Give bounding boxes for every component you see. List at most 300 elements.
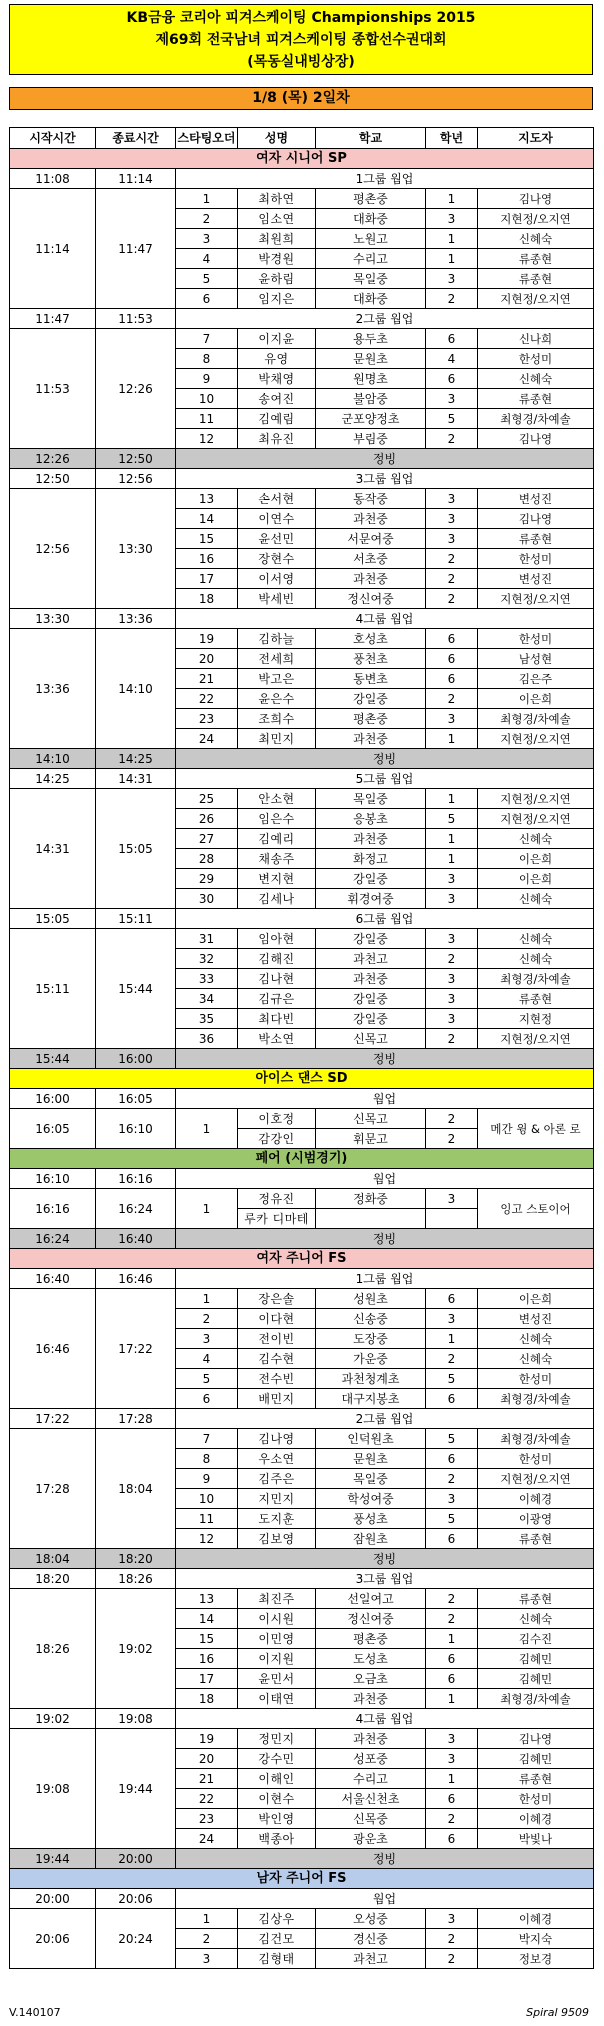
skater-name: 최유진 — [238, 429, 316, 449]
coach: 정보경 — [478, 1949, 594, 1969]
warmup-row — [10, 609, 594, 629]
col-name: 성명 — [238, 128, 316, 149]
skater-name: 지민지 — [238, 1489, 316, 1509]
starting-order: 27 — [176, 829, 238, 849]
coach: 한성미 — [478, 1789, 594, 1809]
coach: 신혜숙 — [478, 949, 594, 969]
school: 풍천초 — [316, 649, 426, 669]
school — [316, 1209, 426, 1229]
grade: 2 — [426, 1809, 478, 1829]
start-time: 11:47 — [10, 309, 96, 329]
start-time: 13:36 — [10, 629, 96, 749]
school: 성원초 — [316, 1289, 426, 1309]
warmup-label: 4그룹 웜업 — [176, 1709, 594, 1729]
skater-name: 박고은 — [238, 669, 316, 689]
skater-name: 이태연 — [238, 1689, 316, 1709]
starting-order: 7 — [176, 329, 238, 349]
starting-order: 17 — [176, 1669, 238, 1689]
end-time: 11:53 — [96, 309, 176, 329]
grade: 6 — [426, 1669, 478, 1689]
school: 목일중 — [316, 269, 426, 289]
school: 오금초 — [316, 1669, 426, 1689]
starting-order: 15 — [176, 1629, 238, 1649]
grade: 1 — [426, 1329, 478, 1349]
starting-order: 30 — [176, 889, 238, 909]
grade: 6 — [426, 669, 478, 689]
starting-order: 2 — [176, 209, 238, 229]
skater-name: 박세빈 — [238, 589, 316, 609]
coach: 김나영 — [478, 1729, 594, 1749]
skater-name: 박인영 — [238, 1809, 316, 1829]
starting-order: 25 — [176, 789, 238, 809]
coach: 최형경/차예솔 — [478, 1689, 594, 1709]
school: 목일중 — [316, 1469, 426, 1489]
grade: 6 — [426, 649, 478, 669]
coach: 메간 윙 & 아론 로 — [478, 1109, 594, 1149]
starting-order: 1 — [176, 1109, 238, 1149]
grade: 2 — [426, 549, 478, 569]
starting-order: 23 — [176, 1809, 238, 1829]
resurfacing-label: 정빙 — [176, 1229, 594, 1249]
skater-name: 윤민서 — [238, 1669, 316, 1689]
starting-order: 26 — [176, 809, 238, 829]
col-end-time: 종료시간 — [96, 128, 176, 149]
coach: 박빛나 — [478, 1829, 594, 1849]
school: 강일중 — [316, 1009, 426, 1029]
coach: 이은희 — [478, 869, 594, 889]
category-label: 여자 주니어 FS — [10, 1249, 594, 1269]
end-time: 13:30 — [96, 489, 176, 609]
coach: 신혜숙 — [478, 229, 594, 249]
school: 평촌중 — [316, 1629, 426, 1649]
skater-row — [10, 629, 594, 649]
starting-order: 34 — [176, 989, 238, 1009]
skater-name: 최민지 — [238, 729, 316, 749]
skater-name: 김하늘 — [238, 629, 316, 649]
warmup-label: 5그룹 웜업 — [176, 769, 594, 789]
grade: 5 — [426, 409, 478, 429]
skater-name: 이지원 — [238, 1649, 316, 1669]
skater-name: 김상우 — [238, 1909, 316, 1929]
end-time: 20:00 — [96, 1849, 176, 1869]
end-time: 16:16 — [96, 1169, 176, 1189]
skater-name: 김건모 — [238, 1929, 316, 1949]
warmup-row — [10, 1169, 594, 1189]
starting-order: 20 — [176, 649, 238, 669]
coach: 신혜숙 — [478, 1349, 594, 1369]
skater-name: 김예리 — [238, 829, 316, 849]
starting-order: 3 — [176, 229, 238, 249]
school: 응봉초 — [316, 809, 426, 829]
skater-name: 박채영 — [238, 369, 316, 389]
school: 정신여중 — [316, 589, 426, 609]
grade: 3 — [426, 509, 478, 529]
coach: 이은희 — [478, 1289, 594, 1309]
skater-name: 채송주 — [238, 849, 316, 869]
skater-row — [10, 1289, 594, 1309]
starting-order: 1 — [176, 1189, 238, 1229]
starting-order: 5 — [176, 269, 238, 289]
col-school: 학교 — [316, 128, 426, 149]
school: 선일여고 — [316, 1589, 426, 1609]
school: 과천청계초 — [316, 1369, 426, 1389]
school: 강일중 — [316, 929, 426, 949]
end-time: 18:20 — [96, 1549, 176, 1569]
warmup-label: 2그룹 웜업 — [176, 309, 594, 329]
start-time: 15:44 — [10, 1049, 96, 1069]
coach: 지현정/오지연 — [478, 209, 594, 229]
start-time: 14:31 — [10, 789, 96, 909]
school: 과천고 — [316, 1949, 426, 1969]
school: 수리고 — [316, 1769, 426, 1789]
start-time: 15:11 — [10, 929, 96, 1049]
school: 휘경여중 — [316, 889, 426, 909]
coach: 지현정 — [478, 1009, 594, 1029]
category-row — [10, 1069, 594, 1089]
coach: 김혜민 — [478, 1649, 594, 1669]
grade: 3 — [426, 1909, 478, 1929]
resurfacing-row — [10, 1049, 594, 1069]
grade: 3 — [426, 869, 478, 889]
skater-name: 조희수 — [238, 709, 316, 729]
coach: 최형경/차예솔 — [478, 969, 594, 989]
starting-order: 31 — [176, 929, 238, 949]
skater-row — [10, 329, 594, 349]
school: 대구지봉초 — [316, 1389, 426, 1409]
grade: 3 — [426, 1729, 478, 1749]
start-time: 19:44 — [10, 1849, 96, 1869]
category-row — [10, 149, 594, 169]
skater-name: 우소연 — [238, 1449, 316, 1469]
skater-name: 김규은 — [238, 989, 316, 1009]
coach: 이혜경 — [478, 1489, 594, 1509]
grade: 6 — [426, 629, 478, 649]
school: 강일중 — [316, 869, 426, 889]
school: 동작중 — [316, 489, 426, 509]
skater-name: 김나현 — [238, 969, 316, 989]
grade: 4 — [426, 349, 478, 369]
grade: 5 — [426, 1509, 478, 1529]
starting-order: 15 — [176, 529, 238, 549]
starting-order: 2 — [176, 1929, 238, 1949]
category-label: 페어 (시범경기) — [10, 1149, 594, 1169]
skater-name: 임아현 — [238, 929, 316, 949]
warmup-label: 1그룹 웜업 — [176, 169, 594, 189]
school: 정화중 — [316, 1189, 426, 1209]
grade: 3 — [426, 1749, 478, 1769]
coach: 지현정/오지연 — [478, 589, 594, 609]
start-time: 17:28 — [10, 1429, 96, 1549]
school: 서문여중 — [316, 529, 426, 549]
skater-name: 김형태 — [238, 1949, 316, 1969]
starting-order: 24 — [176, 729, 238, 749]
grade: 2 — [426, 1349, 478, 1369]
resurfacing-label: 정빙 — [176, 449, 594, 469]
grade: 2 — [426, 289, 478, 309]
school: 화정고 — [316, 849, 426, 869]
resurfacing-label: 정빙 — [176, 1849, 594, 1869]
warmup-row — [10, 1889, 594, 1909]
school: 잠원초 — [316, 1529, 426, 1549]
starting-order: 5 — [176, 1369, 238, 1389]
skater-row — [10, 1909, 594, 1929]
coach: 김나영 — [478, 189, 594, 209]
grade: 2 — [426, 949, 478, 969]
grade: 1 — [426, 829, 478, 849]
col-starting-order: 스타팅오더 — [176, 128, 238, 149]
grade: 2 — [426, 429, 478, 449]
warmup-label: 3그룹 웜업 — [176, 469, 594, 489]
start-time: 18:04 — [10, 1549, 96, 1569]
end-time: 18:26 — [96, 1569, 176, 1589]
starting-order: 22 — [176, 1789, 238, 1809]
col-start-time: 시작시간 — [10, 128, 96, 149]
skater-row — [10, 189, 594, 209]
skater-row — [10, 1589, 594, 1609]
grade: 6 — [426, 1289, 478, 1309]
starting-order: 32 — [176, 949, 238, 969]
starting-order: 3 — [176, 1949, 238, 1969]
grade: 3 — [426, 1009, 478, 1029]
school: 서초중 — [316, 549, 426, 569]
school: 강일중 — [316, 989, 426, 1009]
skater-name: 배민지 — [238, 1389, 316, 1409]
school: 휘문고 — [316, 1129, 426, 1149]
end-time: 20:24 — [96, 1909, 176, 1969]
starting-order: 6 — [176, 289, 238, 309]
grade: 6 — [426, 1529, 478, 1549]
skater-row — [10, 789, 594, 809]
start-time: 16:10 — [10, 1169, 96, 1189]
skater-name: 안소현 — [238, 789, 316, 809]
school: 목일중 — [316, 789, 426, 809]
coach: 지현정/오지연 — [478, 1029, 594, 1049]
warmup-row — [10, 1089, 594, 1109]
coach: 변성진 — [478, 1309, 594, 1329]
skater-name: 이연수 — [238, 509, 316, 529]
resurfacing-label: 정빙 — [176, 1549, 594, 1569]
starting-order: 28 — [176, 849, 238, 869]
coach: 한성미 — [478, 349, 594, 369]
coach: 변성진 — [478, 489, 594, 509]
skater-name: 장현수 — [238, 549, 316, 569]
starting-order: 12 — [176, 429, 238, 449]
category-label: 아이스 댄스 SD — [10, 1069, 594, 1089]
end-time: 15:44 — [96, 929, 176, 1049]
warmup-row — [10, 1569, 594, 1589]
grade: 6 — [426, 1649, 478, 1669]
end-time: 16:40 — [96, 1229, 176, 1249]
end-time: 18:04 — [96, 1429, 176, 1549]
starting-order: 10 — [176, 389, 238, 409]
school: 신송중 — [316, 1309, 426, 1329]
warmup-label: 1그룹 웜업 — [176, 1269, 594, 1289]
coach: 한성미 — [478, 629, 594, 649]
coach: 김수진 — [478, 1629, 594, 1649]
grade: 1 — [426, 1769, 478, 1789]
end-time: 14:10 — [96, 629, 176, 749]
start-time: 19:02 — [10, 1709, 96, 1729]
starting-order: 16 — [176, 1649, 238, 1669]
end-time: 20:06 — [96, 1889, 176, 1909]
event-title-box — [9, 4, 593, 75]
coach: 이혜경 — [478, 1809, 594, 1829]
skater-name: 손서현 — [238, 489, 316, 509]
coach: 지현정/오지연 — [478, 789, 594, 809]
skater-name: 최원희 — [238, 229, 316, 249]
grade: 3 — [426, 969, 478, 989]
pair-skater-row — [10, 1189, 594, 1209]
skater-name: 루카 디마테 — [238, 1209, 316, 1229]
resurfacing-label: 정빙 — [176, 1049, 594, 1069]
grade: 6 — [426, 329, 478, 349]
grade: 3 — [426, 989, 478, 1009]
start-time: 12:50 — [10, 469, 96, 489]
starting-order: 35 — [176, 1009, 238, 1029]
end-time: 14:31 — [96, 769, 176, 789]
grade: 1 — [426, 1629, 478, 1649]
coach: 이광영 — [478, 1509, 594, 1529]
skater-name: 김세나 — [238, 889, 316, 909]
school: 문원초 — [316, 1449, 426, 1469]
coach: 류종현 — [478, 249, 594, 269]
coach: 남성현 — [478, 649, 594, 669]
grade: 1 — [426, 189, 478, 209]
end-time: 15:11 — [96, 909, 176, 929]
grade: 3 — [426, 529, 478, 549]
warmup-row — [10, 1709, 594, 1729]
skater-name: 송여진 — [238, 389, 316, 409]
school: 수리고 — [316, 249, 426, 269]
skater-name: 변지현 — [238, 869, 316, 889]
resurfacing-label: 정빙 — [176, 749, 594, 769]
end-time: 17:28 — [96, 1409, 176, 1429]
coach: 류종현 — [478, 1529, 594, 1549]
school: 노원고 — [316, 229, 426, 249]
end-time: 12:50 — [96, 449, 176, 469]
starting-order: 29 — [176, 869, 238, 889]
warmup-label: 웜업 — [176, 1089, 594, 1109]
school: 신목고 — [316, 1109, 426, 1129]
skater-name: 이지윤 — [238, 329, 316, 349]
grade: 6 — [426, 369, 478, 389]
starting-order: 3 — [176, 1329, 238, 1349]
starting-order: 11 — [176, 1509, 238, 1529]
starting-order: 19 — [176, 629, 238, 649]
skater-name: 감강인 — [238, 1129, 316, 1149]
starting-order: 7 — [176, 1429, 238, 1449]
school: 신목중 — [316, 1809, 426, 1829]
school: 인덕원초 — [316, 1429, 426, 1449]
end-time: 16:10 — [96, 1109, 176, 1149]
school: 도성초 — [316, 1649, 426, 1669]
end-time: 19:08 — [96, 1709, 176, 1729]
starting-order: 4 — [176, 249, 238, 269]
coach: 신혜숙 — [478, 1609, 594, 1629]
skater-name: 김나영 — [238, 1429, 316, 1449]
school: 용두초 — [316, 329, 426, 349]
skater-name: 임지은 — [238, 289, 316, 309]
category-label: 남자 주니어 FS — [10, 1869, 594, 1889]
grade: 5 — [426, 809, 478, 829]
coach: 한성미 — [478, 549, 594, 569]
starting-order: 9 — [176, 369, 238, 389]
skater-row — [10, 1429, 594, 1449]
grade: 6 — [426, 1389, 478, 1409]
coach: 최형경/차예솔 — [478, 1429, 594, 1449]
skater-name: 전수빈 — [238, 1369, 316, 1389]
school: 동변초 — [316, 669, 426, 689]
coach: 김혜민 — [478, 1749, 594, 1769]
start-time: 16:40 — [10, 1269, 96, 1289]
grade: 3 — [426, 709, 478, 729]
school: 대화중 — [316, 289, 426, 309]
starting-order: 8 — [176, 349, 238, 369]
school: 과천중 — [316, 829, 426, 849]
school: 과천중 — [316, 969, 426, 989]
starting-order: 17 — [176, 569, 238, 589]
end-time: 16:46 — [96, 1269, 176, 1289]
grade: 2 — [426, 1469, 478, 1489]
warmup-row — [10, 469, 594, 489]
start-time: 16:00 — [10, 1089, 96, 1109]
resurfacing-row — [10, 749, 594, 769]
start-time: 12:26 — [10, 449, 96, 469]
coach: 류종현 — [478, 1769, 594, 1789]
coach: 한성미 — [478, 1369, 594, 1389]
starting-order: 11 — [176, 409, 238, 429]
coach: 지현정/오지연 — [478, 1469, 594, 1489]
coach: 김나영 — [478, 429, 594, 449]
start-time: 12:56 — [10, 489, 96, 609]
warmup-label: 3그룹 웜업 — [176, 1569, 594, 1589]
starting-order: 1 — [176, 1289, 238, 1309]
skater-name: 최하연 — [238, 189, 316, 209]
end-time: 16:24 — [96, 1189, 176, 1229]
skater-row — [10, 1729, 594, 1749]
starting-order: 13 — [176, 1589, 238, 1609]
school: 과천중 — [316, 509, 426, 529]
school: 호성초 — [316, 629, 426, 649]
grade: 1 — [426, 729, 478, 749]
grade: 2 — [426, 589, 478, 609]
starting-order: 16 — [176, 549, 238, 569]
coach: 최형경/차예솔 — [478, 409, 594, 429]
grade: 1 — [426, 229, 478, 249]
coach: 잉고 스토이어 — [478, 1189, 594, 1229]
warmup-row — [10, 1409, 594, 1429]
starting-order: 19 — [176, 1729, 238, 1749]
school: 정신여중 — [316, 1609, 426, 1629]
resurfacing-row — [10, 1849, 594, 1869]
coach: 신혜숙 — [478, 1329, 594, 1349]
coach: 류종현 — [478, 389, 594, 409]
grade — [426, 1209, 478, 1229]
skater-name: 이시원 — [238, 1609, 316, 1629]
school: 평촌중 — [316, 709, 426, 729]
warmup-label: 웜업 — [176, 1169, 594, 1189]
start-time: 18:20 — [10, 1569, 96, 1589]
skater-name: 이호정 — [238, 1109, 316, 1129]
grade: 5 — [426, 1429, 478, 1449]
starting-order: 12 — [176, 1529, 238, 1549]
warmup-label: 4그룹 웜업 — [176, 609, 594, 629]
school: 풍성초 — [316, 1509, 426, 1529]
skater-name: 윤하림 — [238, 269, 316, 289]
skater-name: 최진주 — [238, 1589, 316, 1609]
grade: 2 — [426, 1589, 478, 1609]
skater-name: 유영 — [238, 349, 316, 369]
